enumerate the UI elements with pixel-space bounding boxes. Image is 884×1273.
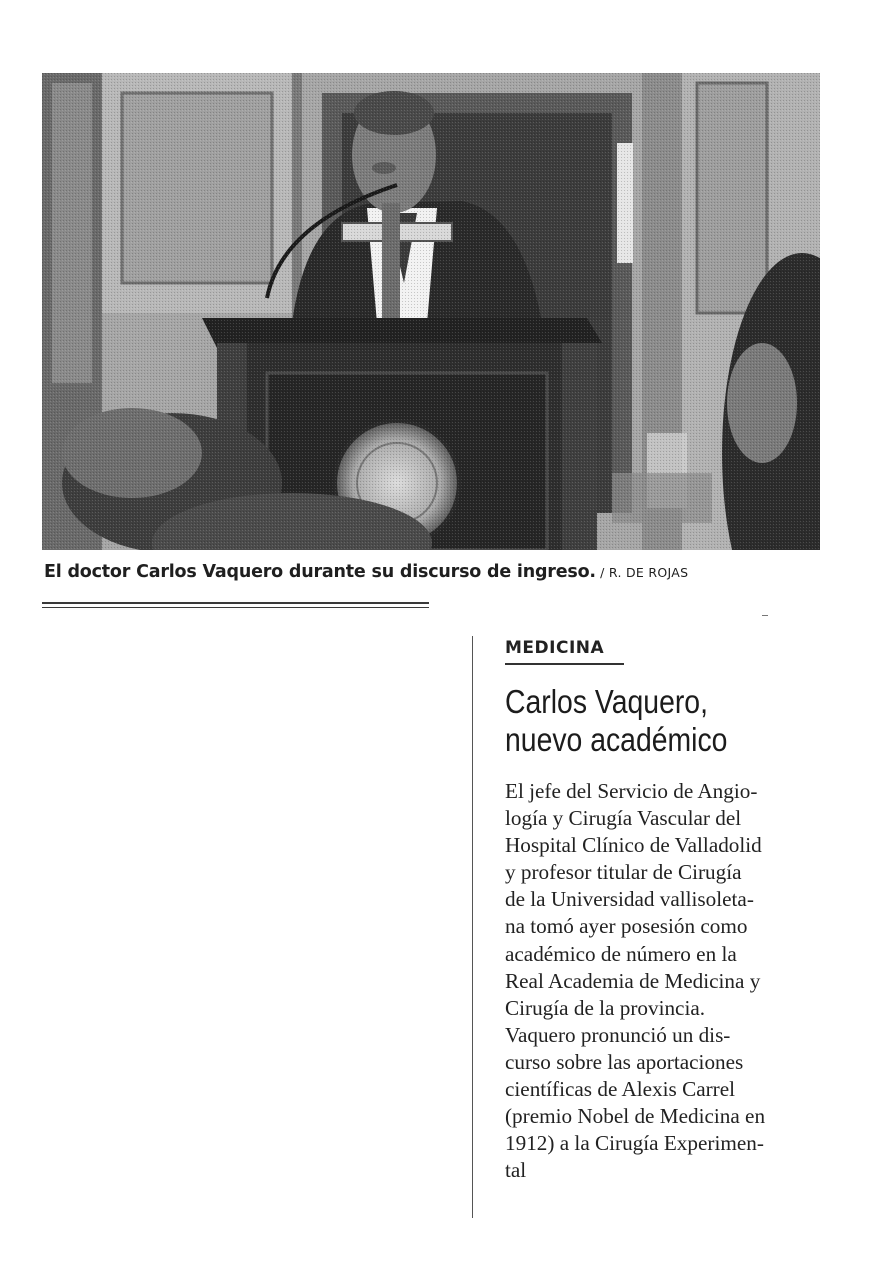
body-line: (premio Nobel de Medicina en [505,1104,766,1129]
photo-caption [44,562,824,582]
body-line: Real Academia de Medicina y [505,968,761,993]
photo-credit: / R. DE ROJAS [595,565,689,580]
body-line: na tomó ayer posesión como [505,914,748,939]
body-line: Hospital Clínico de Valladolid [505,833,762,858]
headline-line: Carlos Vaquero, [505,683,708,720]
print-mark [762,615,768,616]
body-line: logía y Cirugía Vascular del [505,806,742,831]
body-line: de la Universidad vallisoleta- [505,887,754,912]
headline-line: nuevo académico [505,721,728,758]
double-rule-bottom [42,607,429,608]
column-rule [472,636,473,1218]
double-rule-top [42,602,429,604]
body-line: y profesor titular de Cirugía [505,860,742,885]
body-line: Vaquero pronunció un dis- [505,1022,731,1047]
section-underline [505,663,624,665]
body-line: curso sobre las aportaciones [505,1049,744,1074]
body-line: Cirugía de la provincia. [505,995,706,1020]
article-body [505,778,828,1184]
body-line: académico de número en la [505,941,737,966]
caption-text: El doctor Carlos Vaquero durante su discurso de ingreso. [44,562,596,582]
body-line: El jefe del Servicio de Angio- [505,779,758,803]
podium-speaker-photo [42,73,820,550]
body-line: científicas de Alexis Carrel [505,1077,736,1102]
article-photo [42,73,820,550]
article-headline [505,683,797,759]
body-line: tal [505,1158,527,1183]
body-line: 1912) a la Cirugía Experimen- [505,1131,764,1156]
section-label: MEDICINA [505,638,605,658]
